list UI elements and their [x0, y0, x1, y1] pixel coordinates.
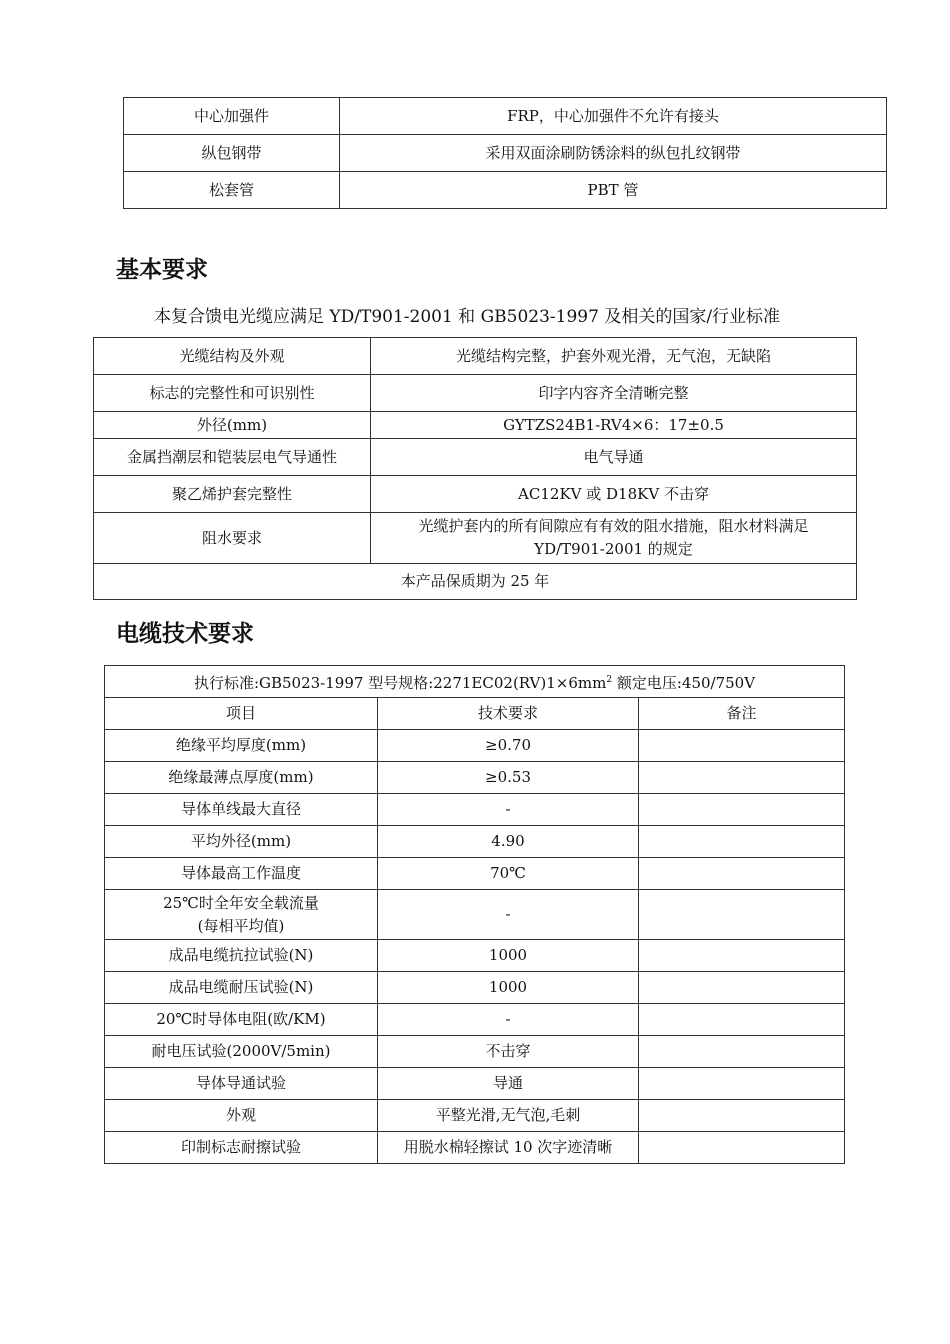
table-cell: 平均外径(mm) [105, 826, 378, 858]
table-cell: 导体最高工作温度 [105, 858, 378, 890]
table-row [105, 730, 845, 762]
table-cell: 70℃ [378, 858, 639, 890]
table-cell: 导体单线最大直径 [105, 794, 378, 826]
cell-line: 光缆护套内的所有间隙应有有效的阻水措施，阻水材料满足 [418, 517, 809, 535]
basic-requirements-table [93, 337, 857, 600]
table-row [105, 858, 845, 890]
materials-table [123, 97, 887, 209]
table-row [94, 412, 857, 439]
table-cell: 用脱水棉轻擦试 10 次字迹清晰 [378, 1132, 639, 1164]
table-row [105, 972, 845, 1004]
table-cell: 松套管 [124, 172, 340, 209]
table-row [94, 476, 857, 513]
table-cell: 平整光滑,无气泡,毛刺 [378, 1100, 639, 1132]
table-cell: ≥0.53 [378, 762, 639, 794]
table-cell: FRP，中心加强件不允许有接头 [340, 98, 887, 135]
table-cell: GYTZS24B1-RV4×6：17±0.5 [371, 412, 857, 439]
table-cell: 不击穿 [378, 1036, 639, 1068]
table-row [124, 172, 887, 209]
table-row [105, 826, 845, 858]
table-cell: 阻水要求 [94, 513, 371, 564]
superscript: 2 [606, 674, 613, 685]
table-row [105, 762, 845, 794]
table-cell: 4.90 [378, 826, 639, 858]
table-cell [639, 890, 845, 940]
table-cell: 光缆结构完整，护套外观光滑，无气泡，无缺陷 [371, 338, 857, 375]
cell-line: 25℃时全年安全载流量 [163, 893, 319, 912]
table-cell: - [378, 794, 639, 826]
table-cell: 成品电缆抗拉试验(N) [105, 940, 378, 972]
table-row [105, 1068, 845, 1100]
table-cell [639, 940, 845, 972]
standard-text: 执行标准:GB5023-1997 型号规格:2271EC02(RV)1×6mm [193, 673, 607, 692]
table-cell: 光缆结构及外观 [94, 338, 371, 375]
intro-paragraph: 本复合馈电光缆应满足 YD/T901-2001 和 GB5023-1997 及相关的国家/行业标准 [154, 307, 781, 327]
table-row [94, 439, 857, 476]
table-cell: 1000 [378, 972, 639, 1004]
table-row [105, 1132, 845, 1164]
table-cell: 金属挡潮层和铠装层电气导通性 [94, 439, 371, 476]
voltage-text: 额定电压:450/750V [612, 673, 756, 692]
table-row [105, 666, 845, 698]
table-header-row [105, 698, 845, 730]
table-cell [639, 826, 845, 858]
table-cell: - [378, 1004, 639, 1036]
table-cell: 绝缘平均厚度(mm) [105, 730, 378, 762]
table-cell: AC12KV 或 D18KV 不击穿 [371, 476, 857, 513]
table-row [124, 135, 887, 172]
table-cell [639, 1132, 845, 1164]
table-cell: 导体导通试验 [105, 1068, 378, 1100]
table-cell: PBT 管 [340, 172, 887, 209]
table-cell [639, 730, 845, 762]
table-cell [639, 1004, 845, 1036]
table-cell: 电气导通 [371, 439, 857, 476]
column-header: 项目 [105, 698, 378, 730]
table-cell: 导通 [378, 1068, 639, 1100]
table-row [94, 375, 857, 412]
table-row [124, 98, 887, 135]
table-cell: 绝缘最薄点厚度(mm) [105, 762, 378, 794]
table-cell: 成品电缆耐压试验(N) [105, 972, 378, 1004]
table-cell: 纵包钢带 [124, 135, 340, 172]
table-row [105, 1100, 845, 1132]
table-cell [639, 1068, 845, 1100]
table-cell: 采用双面涂刷防锈涂料的纵包扎纹钢带 [340, 135, 887, 172]
standard-row [105, 666, 845, 698]
table-cell: 印字内容齐全清晰完整 [371, 375, 857, 412]
table-cell: 外径(mm) [94, 412, 371, 439]
table-cell [639, 794, 845, 826]
table-cell: 印制标志耐擦试验 [105, 1132, 378, 1164]
warranty-note: 本产品保质期为 25 年 [94, 564, 857, 600]
table-row [105, 940, 845, 972]
table-cell: 聚乙烯护套完整性 [94, 476, 371, 513]
table-cell [639, 762, 845, 794]
table-row [105, 1036, 845, 1068]
table-cell [371, 513, 857, 564]
table-row [94, 564, 857, 600]
table-cell: - [378, 890, 639, 940]
cell-line: YD/T901-2001 的规定 [534, 540, 693, 558]
table-row [105, 1004, 845, 1036]
table-cell: 20℃时导体电阻(欧/KM) [105, 1004, 378, 1036]
table-cell: ≥0.70 [378, 730, 639, 762]
table-cell [639, 1100, 845, 1132]
table-row [105, 794, 845, 826]
table-cell: 1000 [378, 940, 639, 972]
column-header: 技术要求 [378, 698, 639, 730]
table-cell: 中心加强件 [124, 98, 340, 135]
section-heading-basic: 基本要求 [116, 257, 208, 283]
cable-requirements-table [104, 665, 845, 1164]
section-heading-cable: 电缆技术要求 [116, 621, 254, 647]
table-cell [639, 1036, 845, 1068]
table-row [94, 338, 857, 375]
table-row [94, 513, 857, 564]
table-cell [639, 858, 845, 890]
table-cell: 耐电压试验(2000V/5min) [105, 1036, 378, 1068]
table-cell [105, 890, 378, 940]
cell-line: (每相平均值) [197, 916, 285, 935]
table-row [105, 890, 845, 940]
column-header: 备注 [639, 698, 845, 730]
table-cell: 标志的完整性和可识别性 [94, 375, 371, 412]
table-cell: 外观 [105, 1100, 378, 1132]
table-cell [639, 972, 845, 1004]
